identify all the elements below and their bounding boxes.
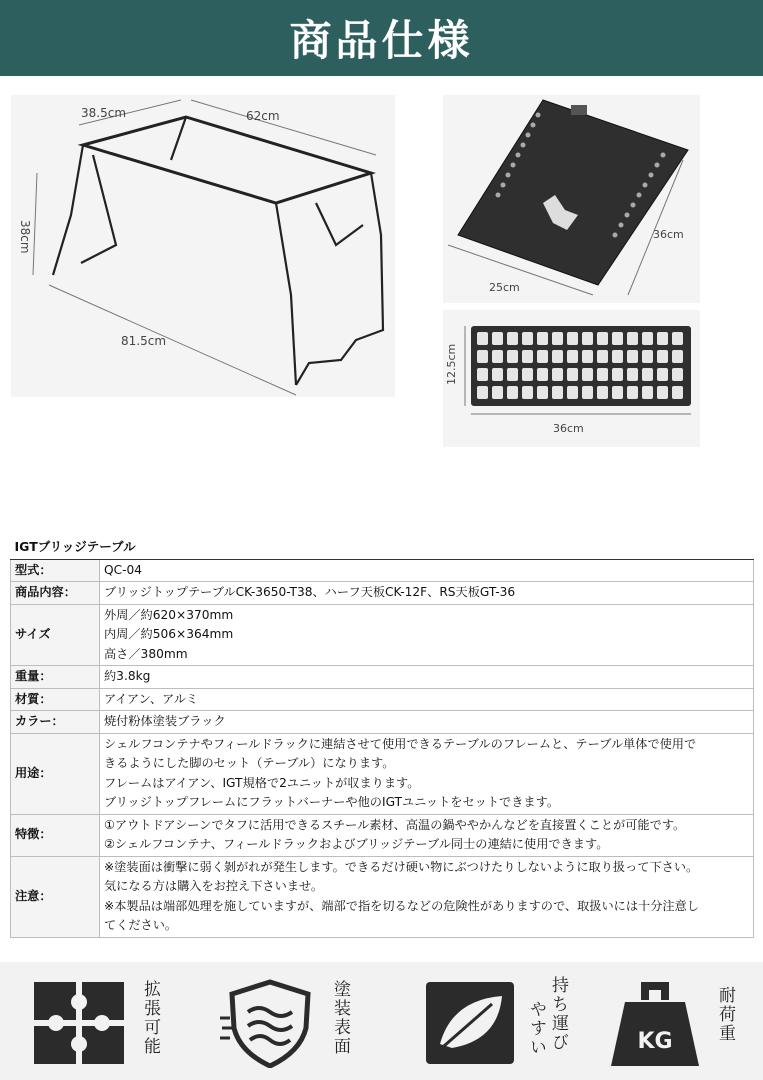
page-header xyxy=(0,0,763,76)
spec-value xyxy=(100,559,754,582)
mesh-height-label: 12.5cm xyxy=(445,343,458,385)
mesh-hole xyxy=(642,368,653,381)
mesh-hole xyxy=(507,368,518,381)
mesh-hole xyxy=(522,332,533,345)
mesh-hole xyxy=(477,350,488,363)
feature-coated-surface-label: 塗装表面 xyxy=(330,980,350,1056)
mesh-hole xyxy=(537,386,548,399)
spec-label: サイズ xyxy=(11,604,100,666)
spec-label: カラー： xyxy=(11,711,100,734)
plate-width-label: 25cm xyxy=(489,281,520,294)
spec-value xyxy=(100,666,754,689)
feature-expandable-label: 拡張可能 xyxy=(140,980,160,1056)
mesh-hole xyxy=(612,386,623,399)
mesh-hole xyxy=(597,386,608,399)
feature-load-capacity-label: 耐荷重 xyxy=(715,986,735,1043)
mesh-hole xyxy=(672,350,683,363)
mesh-hole xyxy=(582,350,593,363)
mesh-hole xyxy=(627,350,638,363)
page-title: 商品仕様 xyxy=(289,16,474,65)
mesh-hole xyxy=(537,350,548,363)
mesh-hole xyxy=(612,350,623,363)
spec-value xyxy=(100,733,754,814)
mesh-hole xyxy=(567,350,578,363)
spec-row xyxy=(11,559,754,582)
spec-row xyxy=(11,711,754,734)
mesh-hole xyxy=(612,332,623,345)
mesh-hole xyxy=(477,332,488,345)
mesh-hole xyxy=(552,350,563,363)
spec-label: 型式： xyxy=(11,559,100,582)
spec-value-line: ①アウトドアシーンでタフに活用できるスチール素材、高温の鍋ややかんなどを直接置くことが可能です。 xyxy=(104,817,686,832)
mesh-hole xyxy=(567,368,578,381)
mesh-hole xyxy=(492,332,503,345)
spec-value-line: 内周／約506×364mm xyxy=(104,627,234,641)
feature-load-capacity xyxy=(605,972,755,1072)
spec-row xyxy=(11,856,754,937)
spec-value-line: 焼付粉体塗装ブラック xyxy=(104,714,226,728)
mesh-hole xyxy=(657,332,668,345)
mesh-hole xyxy=(477,386,488,399)
mesh-hole xyxy=(657,386,668,399)
mesh-hole xyxy=(507,386,518,399)
spec-value xyxy=(100,688,754,711)
mesh-hole xyxy=(597,350,608,363)
spec-value xyxy=(100,582,754,605)
mesh-hole xyxy=(522,368,533,381)
mesh-hole xyxy=(522,386,533,399)
mesh-hole xyxy=(672,386,683,399)
mesh-hole xyxy=(642,332,653,345)
spec-value-line: QC-04 xyxy=(104,562,143,577)
spec-value-line: アイアン、アルミ xyxy=(104,691,199,706)
feature-icon-strip xyxy=(0,962,763,1080)
puzzle-icon xyxy=(30,978,130,1068)
weight-icon xyxy=(605,978,705,1070)
spec-value xyxy=(100,856,754,937)
mesh-hole xyxy=(597,332,608,345)
top-plate-image xyxy=(443,95,700,303)
spec-value xyxy=(100,604,754,666)
mesh-hole xyxy=(522,350,533,363)
spec-row xyxy=(11,814,754,856)
spec-value-line: フレームはアイアン、IGT規格で2ユニットが収まります。 xyxy=(104,775,420,790)
spec-title: IGTブリッジテーブル xyxy=(11,535,754,559)
spec-value-line: ブリッジトップフレームにフラットバーナーや他のIGTユニットをセットできます。 xyxy=(104,795,560,809)
spec-label: 用途： xyxy=(11,733,100,814)
mesh-hole xyxy=(582,386,593,399)
mesh-hole xyxy=(612,368,623,381)
mesh-hole xyxy=(627,386,638,399)
feature-coated-surface xyxy=(220,972,360,1072)
spec-value xyxy=(100,814,754,856)
mesh-hole xyxy=(492,386,503,399)
spec-value-line: てください。 xyxy=(104,918,178,932)
plate-length-label: 36cm xyxy=(653,228,684,241)
spec-value-line: ブリッジトップテーブルCK-3650-T38、ハーフ天板CK-12F、RS天板GT-36 xyxy=(104,585,516,599)
spec-value-line: 約3.8kg xyxy=(104,669,151,683)
frame-length-label: 62cm xyxy=(246,109,280,123)
frame-width-label: 38.5cm xyxy=(81,106,127,120)
mesh-hole xyxy=(477,368,488,381)
spec-value-line: 気になる方は購入をお控え下さいませ。 xyxy=(104,879,324,893)
frame-height-label: 38cm xyxy=(18,220,32,254)
mesh-hole xyxy=(567,332,578,345)
spec-label: 重量： xyxy=(11,666,100,689)
mesh-hole xyxy=(552,386,563,399)
spec-label: 注意： xyxy=(11,856,100,937)
mesh-hole xyxy=(582,332,593,345)
feature-expandable xyxy=(30,972,170,1072)
mesh-hole xyxy=(537,368,548,381)
spec-value-line: きるようにした脚のセット（テーブル）になります。 xyxy=(104,756,395,770)
mesh-hole xyxy=(657,350,668,363)
spec-value-line: 外周／約620×370mm xyxy=(104,607,234,622)
mesh-hole xyxy=(492,368,503,381)
spec-row xyxy=(11,733,754,814)
spec-row xyxy=(11,666,754,689)
mesh-hole xyxy=(492,350,503,363)
mesh-hole xyxy=(672,368,683,381)
mesh-hole xyxy=(582,368,593,381)
mesh-hole xyxy=(672,332,683,345)
mesh-hole xyxy=(507,350,518,363)
mesh-plate-image xyxy=(443,310,700,447)
spec-label: 特徴： xyxy=(11,814,100,856)
spec-row xyxy=(11,582,754,605)
spec-value-line: シェルフコンテナやフィールドラックに連結させて使用できるテーブルのフレームと、テーブル単体で使用で xyxy=(104,736,697,751)
mesh-hole xyxy=(657,368,668,381)
mesh-hole xyxy=(552,368,563,381)
mesh-hole xyxy=(642,350,653,363)
spec-table xyxy=(10,535,754,938)
leaf-icon xyxy=(422,978,522,1068)
feature-portable-label-b: やすい xyxy=(526,1000,546,1057)
weight-badge: KG xyxy=(637,1029,673,1054)
mesh-width-label: 36cm xyxy=(553,422,584,435)
mesh-hole xyxy=(567,386,578,399)
spec-value-line: ②シェルフコンテナ、フィールドラックおよびブリッジテーブル同士の連結に使用できます。 xyxy=(104,837,609,851)
mesh-hole xyxy=(537,332,548,345)
spec-value-line: 高さ／380mm xyxy=(104,646,188,661)
frame-outer-label: 81.5cm xyxy=(121,334,167,348)
spec-row xyxy=(11,604,754,666)
spec-label: 商品内容： xyxy=(11,582,100,605)
mesh-hole xyxy=(552,332,563,345)
spec-row xyxy=(11,688,754,711)
spec-value-line: ※本製品は端部処理を施していますが、端部で指を切るなどの危険性がありますので、取扱いには十分注意し xyxy=(104,898,699,913)
mesh-hole xyxy=(597,368,608,381)
frame-product-image xyxy=(11,95,395,397)
feature-portable xyxy=(422,972,572,1072)
mesh-hole xyxy=(627,332,638,345)
spec-value xyxy=(100,711,754,734)
spec-value-line: ※塗装面は衝撃に弱く剝がれが発生します。できるだけ硬い物にぶつけたりしないように取り扱って下さい。 xyxy=(104,859,699,874)
spec-label: 材質： xyxy=(11,688,100,711)
mesh-hole xyxy=(507,332,518,345)
mesh-hole xyxy=(642,386,653,399)
shield-icon xyxy=(220,978,320,1068)
mesh-hole xyxy=(627,368,638,381)
feature-portable-label-a: 持ち運び xyxy=(548,976,568,1052)
